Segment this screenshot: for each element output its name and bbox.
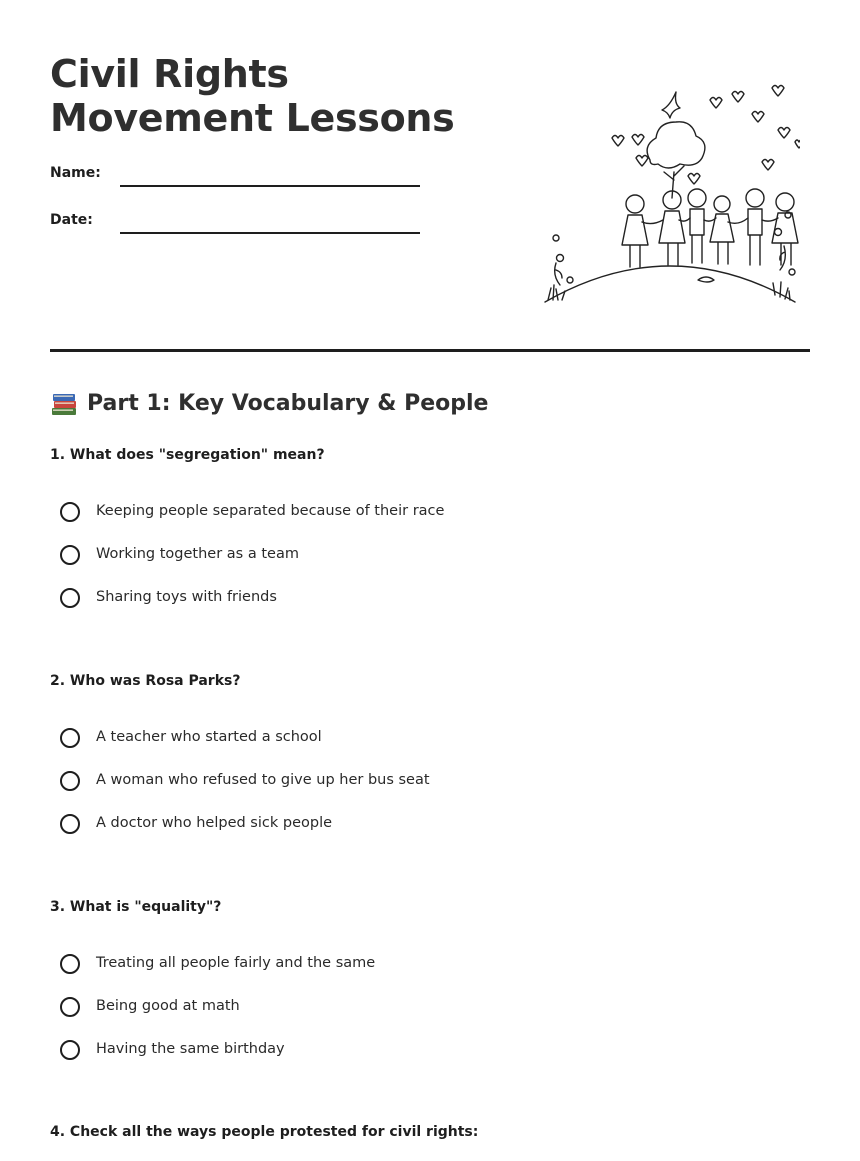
question-text: 2. Who was Rosa Parks? (50, 673, 241, 689)
option-label[interactable]: Sharing toys with friends (96, 589, 277, 605)
radio-button[interactable] (60, 728, 80, 748)
option-item[interactable] (60, 544, 444, 587)
question-text: 4. Check all the ways people protested for civil rights: (50, 1124, 479, 1140)
date-line[interactable] (120, 232, 420, 234)
page-title: Civil Rights Movement Lessons (50, 52, 455, 140)
option-item[interactable] (60, 501, 444, 544)
option-item[interactable] (60, 727, 430, 770)
options-list (60, 501, 444, 630)
option-label[interactable]: Having the same birthday (96, 1041, 285, 1057)
option-item[interactable] (60, 1039, 375, 1082)
question-4 (50, 1122, 810, 1142)
radio-button[interactable] (60, 502, 80, 522)
option-item[interactable] (60, 770, 430, 813)
question-text: 1. What does "segregation" mean? (50, 447, 325, 463)
question-1 (50, 445, 810, 605)
option-label[interactable]: A woman who refused to give up her bus seat (96, 772, 430, 788)
option-label[interactable]: Working together as a team (96, 546, 299, 562)
options-list (60, 727, 430, 856)
option-label[interactable]: Being good at math (96, 998, 240, 1014)
date-field[interactable] (50, 212, 420, 242)
option-item[interactable] (60, 996, 375, 1039)
question-text: 3. What is "equality"? (50, 899, 222, 915)
radio-button[interactable] (60, 814, 80, 834)
question-2 (50, 671, 810, 831)
question-3 (50, 897, 810, 1057)
section-title-text: Part 1: Key Vocabulary & People (87, 391, 489, 416)
option-label[interactable]: A doctor who helped sick people (96, 815, 333, 831)
radio-button[interactable] (60, 1040, 80, 1060)
option-item[interactable] (60, 953, 375, 996)
worksheet-header (50, 52, 810, 312)
name-field[interactable] (50, 165, 420, 195)
header-divider (50, 349, 810, 352)
option-label[interactable]: Treating all people fairly and the same (96, 955, 376, 971)
name-line[interactable] (120, 185, 420, 187)
radio-button[interactable] (60, 997, 80, 1017)
name-label: Name: (50, 165, 101, 181)
option-item[interactable] (60, 587, 444, 630)
radio-button[interactable] (60, 771, 80, 791)
radio-button[interactable] (60, 954, 80, 974)
date-label: Date: (50, 212, 93, 228)
radio-button[interactable] (60, 588, 80, 608)
options-list (60, 953, 375, 1082)
option-item[interactable] (60, 813, 430, 856)
books-icon (50, 391, 78, 417)
radio-button[interactable] (60, 545, 80, 565)
option-label[interactable]: A teacher who started a school (96, 729, 322, 745)
section-title-part-1 (50, 388, 488, 420)
option-label[interactable]: Keeping people separated because of their race (96, 503, 445, 519)
children-holding-hands-illustration (540, 80, 800, 305)
